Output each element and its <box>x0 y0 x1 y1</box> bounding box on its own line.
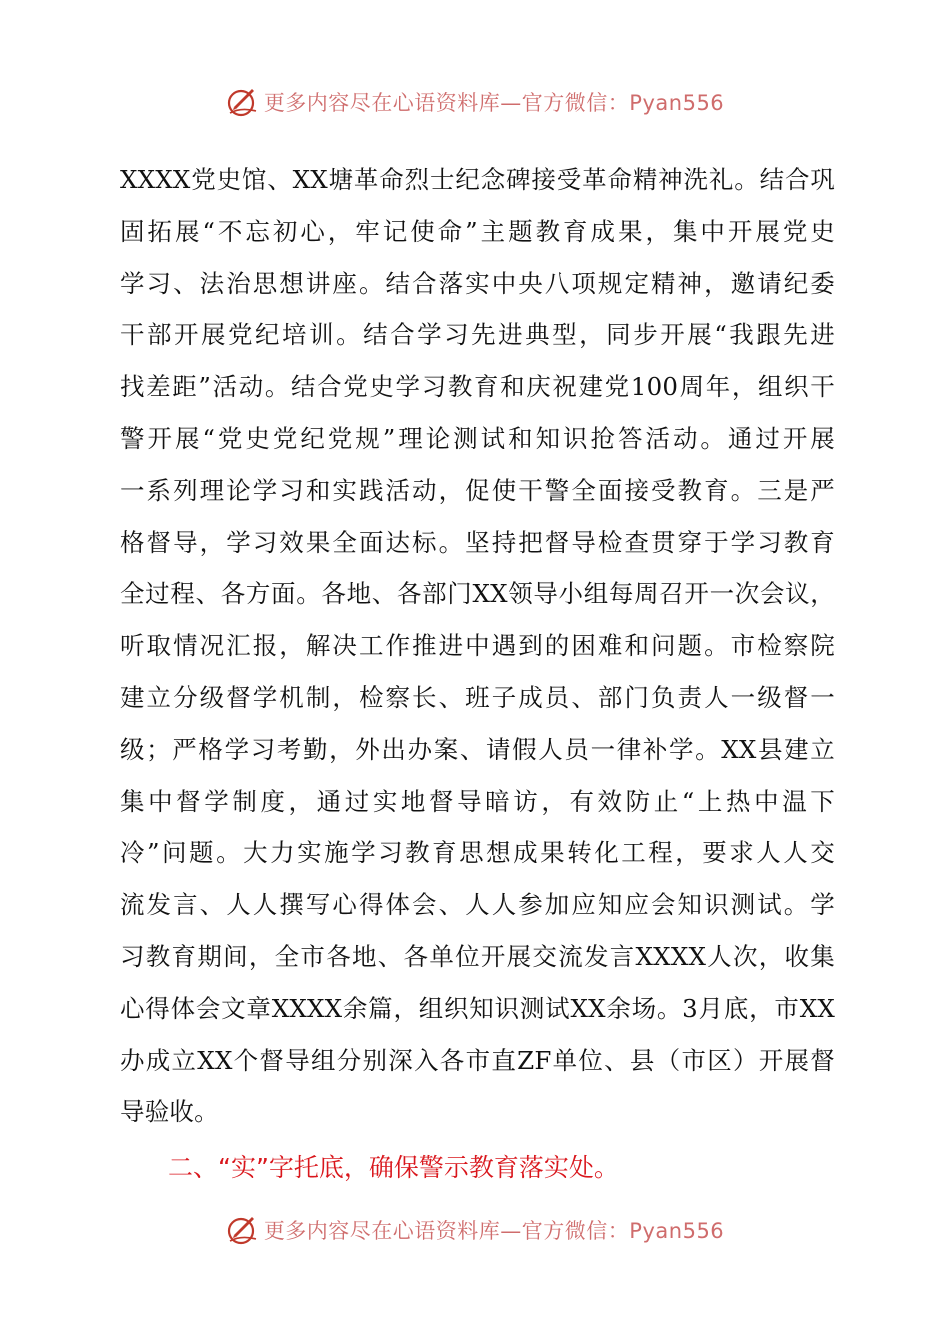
watermark-text: 更多内容尽在心语资料库—官方微信：Pyan556 <box>263 1219 725 1243</box>
document-body <box>120 154 835 1138</box>
body-line: 听取情况汇报，解决工作推进中遇到的困难和问题。市检察院 <box>120 631 835 661</box>
body-line: 全过程、各方面。各地、各部门XX领导小组每周召开一次会议， <box>120 579 835 609</box>
pen-nib-circle-icon <box>226 1213 260 1247</box>
body-line: 导验收。 <box>120 1097 219 1127</box>
body-line: 办成立XX个督导组分别深入各市直ZF单位、县（市区）开展督 <box>120 1045 835 1075</box>
watermark-footer <box>0 1208 950 1252</box>
body-line: 集中督学制度，通过实地督导暗访，有效防止“上热中温下 <box>120 786 835 816</box>
body-line: 干部开展党纪培训。结合学习先进典型，同步开展“我跟先进 <box>120 320 835 350</box>
body-line: 建立分级督学机制，检察长、班子成员、部门负责人一级督一 <box>120 682 835 712</box>
watermark-header <box>0 80 950 124</box>
body-line: 警开展“党史党纪党规”理论测试和知识抢答活动。通过开展 <box>120 423 835 453</box>
watermark-text: 更多内容尽在心语资料库—官方微信：Pyan556 <box>263 91 725 115</box>
body-line: 心得体会文章XXXX余篇，组织知识测试XX余场。3月底，市XX <box>120 993 835 1023</box>
body-line: 固拓展“不忘初心，牢记使命”主题教育成果，集中开展党史 <box>120 216 835 246</box>
section-heading: 二、“实”字托底，确保警示教育落实处。 <box>168 1153 619 1182</box>
body-line: 习教育期间，全市各地、各单位开展交流发言XXXX人次，收集 <box>120 941 835 971</box>
body-line: XXXX党史馆、XX塘革命烈士纪念碑接受革命精神洗礼。结合巩 <box>120 165 835 194</box>
body-line: 格督导，学习效果全面达标。坚持把督导检查贯穿于学习教育 <box>120 527 835 557</box>
pen-nib-circle-icon <box>226 85 260 119</box>
body-line: 流发言、人人撰写心得体会、人人参加应知应会知识测试。学 <box>120 890 835 920</box>
body-line: 找差距”活动。结合党史学习教育和庆祝建党100周年，组织干 <box>120 372 835 402</box>
body-line: 冷”问题。大力实施学习教育思想成果转化工程，要求人人交 <box>120 838 835 868</box>
body-line: 学习、法治思想讲座。结合落实中央八项规定精神，邀请纪委 <box>120 268 835 298</box>
body-line: 一系列理论学习和实践活动，促使干警全面接受教育。三是严 <box>120 475 835 505</box>
body-line: 级；严格学习考勤，外出办案、请假人员一律补学。XX县建立 <box>120 734 835 764</box>
